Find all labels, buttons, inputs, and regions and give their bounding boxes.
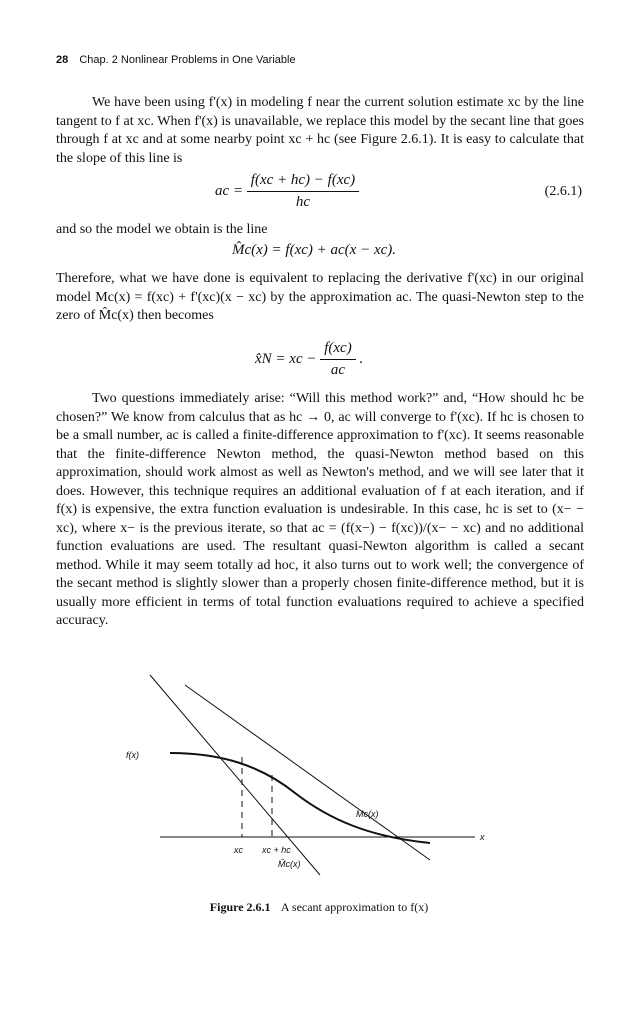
secant-figure (126, 665, 530, 880)
function-curve (170, 753, 430, 843)
paragraph-secant-intro: We have been using f'(x) in modeling f near the current solution estimate xc by the line tangent to f at xc. When f'(x) is unavailable, we replace this model by the secant line that goes through f at xc and at some nearby point xc + hc (see Figure 2.6.1). It is easy to calculate that the slope of this line is (56, 95, 584, 166)
equation-secant-model: M̂c(x) = f(xc) + ac(x − xc). (232, 242, 397, 258)
label-Mc: Mc(x) (356, 809, 379, 819)
page-header (56, 54, 296, 66)
page-number: 28 (56, 54, 69, 66)
label-x: x (480, 832, 485, 842)
paragraph-therefore: Therefore, what we have done is equivalent to replacing the derivative f'(xc) in our original model Mc(x) = f(xc) + f'(xc)(x − xc) by the approximation ac. The quasi-Newton step to the zero of M̂c(x) then becomes (56, 271, 584, 323)
label-xchc: xc + hc (262, 845, 291, 855)
eq1-lhs: ac = (215, 182, 244, 199)
eq3-tail: . (359, 350, 364, 367)
eq1-fraction (247, 172, 359, 211)
paragraph-two-questions: Two questions immediately arise: “Will this method work?” and, “How should hc be chosen?” We know from calculus that as hc → 0, ac will converge to f'(xc). If hc is chosen to be a small number, ac is called a finite-difference approximation to f'(xc). It seems reasonable that the finite-difference Newton method, the quasi-Newton method based on this approximation, should work almost as well as Newton's method, and we will see later that it does. However, this technique requires an additional evaluation of f at each iteration, and if f(x) is expensive, the extra function evaluation is undesirable. In this case, hc is set to (x− − xc), where x− is the previous iterate, so that ac = (f(x−) − f(xc))/(x− − xc) and no additional function evaluations are used. The resultant quasi-Newton algorithm is called a secant method. While it may seem totally ad hoc, it also turns out to work well; the convergence of the secant method is slightly slower than a properly chosen finite-difference method, but it is usually more efficient in terms of total function evaluations required to achieve a specified accuracy. (56, 391, 584, 628)
eq3-numerator: f(xc) (320, 340, 355, 360)
running-title: Chap. 2 Nonlinear Problems in One Variable (79, 54, 296, 66)
caption-label: Figure 2.6.1 (209, 900, 271, 914)
caption-text: A secant approximation to f(x) (280, 900, 429, 914)
eq3-lhs: x̂N = xc − (255, 350, 317, 367)
label-Mhat: M̂c(x) (278, 859, 301, 869)
label-xc: xc (234, 845, 243, 855)
equation-2-6-1 (215, 172, 359, 211)
eq3-denominator: ac (330, 362, 346, 378)
eq1-numerator: f(xc + hc) − f(xc) (247, 172, 359, 192)
equation-quasi-newton-step (255, 340, 363, 379)
secant-line (185, 685, 430, 860)
figure-caption (0, 900, 638, 915)
eq3-fraction (320, 340, 355, 379)
eq1-denominator: hc (295, 194, 311, 210)
model-intro-line: and so the model we obtain is the line (56, 222, 268, 237)
equation-number: (2.6.1) (544, 184, 582, 199)
label-fx: f(x) (126, 750, 139, 760)
